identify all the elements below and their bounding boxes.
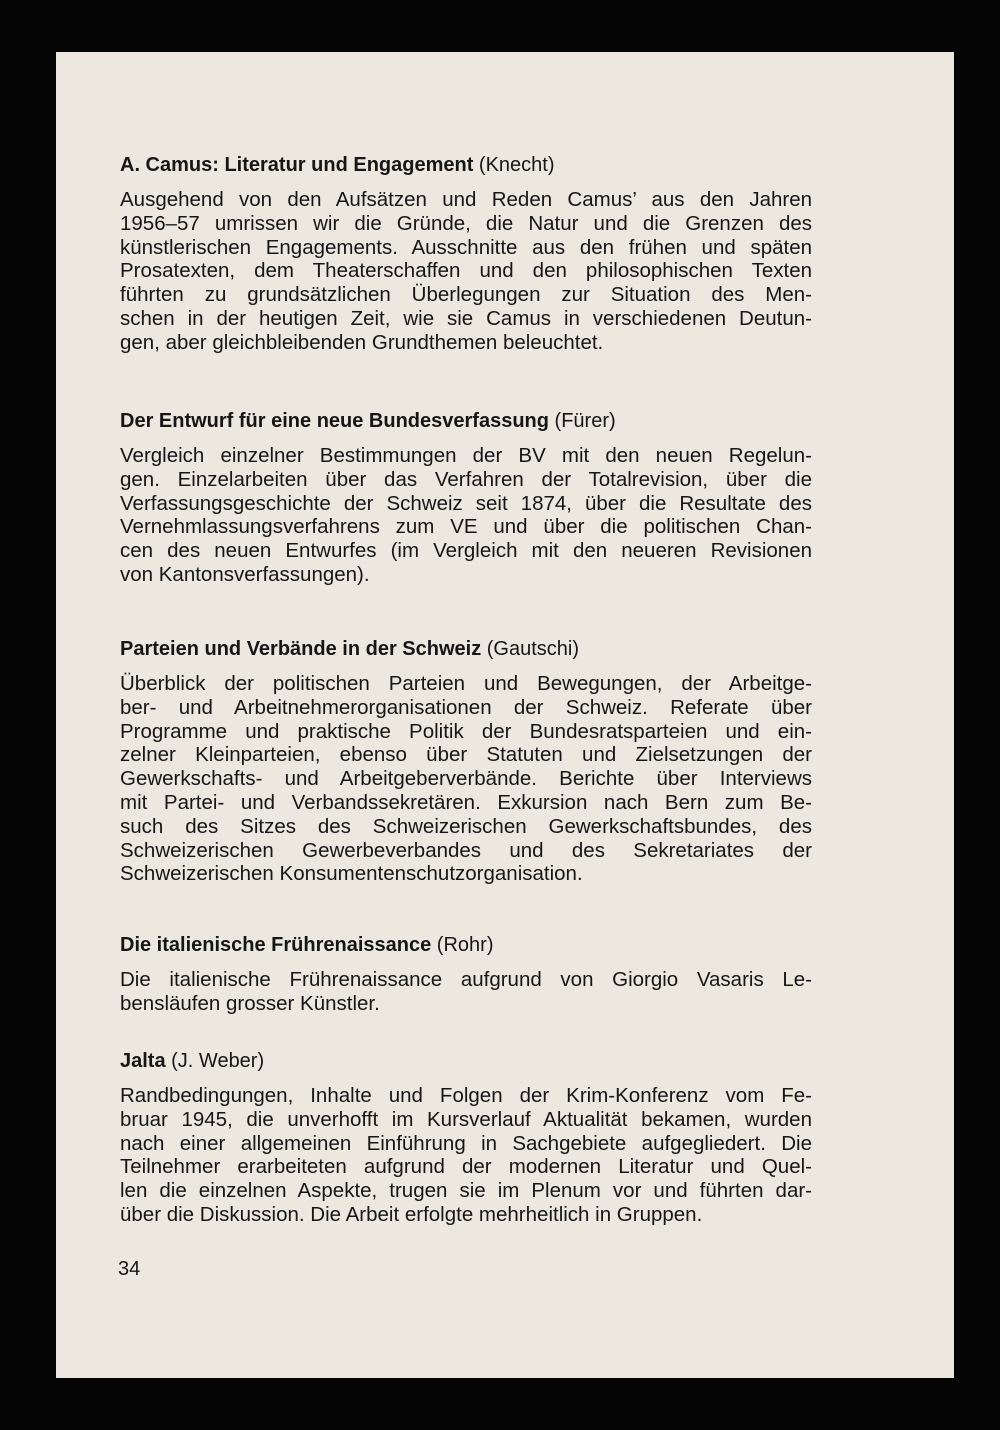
body-line: Programme und praktische Politik der Bundesratsparteien und ein- (120, 719, 812, 743)
section-author: (Gautschi) (481, 638, 580, 660)
body-line: such des Sitzes des Schweizerischen Gewerkschaftsbundes, des (120, 814, 812, 838)
section-title: Der Entwurf für eine neue Bundesverfassung (120, 410, 549, 432)
body-line: Schweizerischen Konsumentenschutzorganisation. (120, 862, 583, 886)
body-line: Vergleich einzelner Bestimmungen der BV mit den neuen Regelun- (120, 444, 812, 467)
body-line: Überblick der politischen Parteien und Bewegungen, der Arbeitge- (120, 672, 812, 695)
section-author: (J. Weber) (165, 1050, 265, 1072)
body-line: Randbedingungen, Inhalte und Folgen der Krim-Konferenz vom Fe- (120, 1084, 812, 1107)
body-line: zelner Kleinparteien, ebenso über Statuten und Zielsetzungen der (120, 743, 812, 767)
body-line: bruar 1945, die unverhofft im Kursverlauf Aktualität bekamen, wurden (120, 1107, 812, 1131)
section-fruehrenaissance (120, 932, 812, 1016)
section-body (120, 444, 812, 587)
body-line: Ausgehend von den Aufsätzen und Reden Camus’ aus den Jahren (120, 188, 812, 211)
section-parteien (120, 636, 812, 886)
section-author: (Rohr) (431, 934, 494, 956)
section-title: Die italienische Frührenaissance (120, 934, 432, 956)
body-line: gen. Einzelarbeiten über das Verfahren der Totalrevision, über die (120, 467, 812, 491)
body-line: Die italienische Frührenaissance aufgrund von Giorgio Vasaris Le- (120, 968, 812, 991)
section-author: (Knecht) (473, 154, 555, 176)
body-line: Vernehmlassungsverfahrens zum VE und über die politischen Chan- (120, 515, 812, 539)
section-title: A. Camus: Literatur und Engagement (120, 154, 474, 176)
section-camus (120, 152, 812, 355)
body-line: Prosatexten, dem Theaterschaffen und den philosophischen Texten (120, 259, 812, 283)
section-body (120, 1084, 812, 1227)
section-title: Jalta (120, 1050, 166, 1072)
document-page (56, 52, 954, 1378)
body-line: über die Diskussion. Die Arbeit erfolgte mehrheitlich in Gruppen. (120, 1202, 703, 1226)
body-line: 1956–57 umrissen wir die Gründe, die Natur und die Grenzen des (120, 211, 812, 235)
body-line: schen in der heutigen Zeit, wie sie Camus in verschiedenen Deutun- (120, 306, 812, 330)
body-line: nach einer allgemeinen Einführung in Sachgebiete aufgegliedert. Die (120, 1131, 812, 1155)
section-body (120, 188, 812, 355)
section-bundesverfassung (120, 408, 812, 587)
body-line: führten zu grundsätzlichen Überlegungen zur Situation des Men- (120, 283, 812, 307)
body-line: künstlerischen Engagements. Ausschnitte aus den frühen und späten (120, 235, 812, 259)
body-line: bensläufen grosser Künstler. (120, 991, 380, 1015)
body-line: Verfassungsgeschichte der Schweiz seit 1874, über die Resultate des (120, 491, 812, 515)
section-heading (120, 932, 812, 958)
section-heading (120, 408, 812, 434)
section-heading (120, 1048, 812, 1074)
section-heading (120, 636, 812, 662)
section-author: (Fürer) (548, 410, 616, 432)
body-line: von Kantonsverfassungen). (120, 562, 370, 586)
body-line: gen, aber gleichbleibenden Grundthemen beleuchtet. (120, 330, 604, 354)
section-heading (120, 152, 812, 178)
body-line: mit Partei- und Verbandssekretären. Exkursion nach Bern zum Be- (120, 790, 812, 814)
body-line: ber- und Arbeitnehmerorganisationen der Schweiz. Referate über (120, 695, 812, 719)
body-line: Gewerkschafts- und Arbeitgeberverbände. Berichte über Interviews (120, 767, 812, 791)
body-line: len die einzelnen Aspekte, trugen sie im Plenum vor und führten dar- (120, 1179, 812, 1203)
section-body (120, 672, 812, 886)
page-number: 34 (118, 1258, 141, 1280)
section-jalta (120, 1048, 812, 1227)
section-body (120, 968, 812, 1016)
body-line: Schweizerischen Gewerbeverbandes und des Sekretariates der (120, 838, 812, 862)
body-line: Teilnehmer erarbeiteten aufgrund der modernen Literatur und Quel- (120, 1155, 812, 1179)
section-title: Parteien und Verbände in der Schweiz (120, 638, 482, 660)
body-line: cen des neuen Entwurfes (im Vergleich mit den neueren Revisionen (120, 539, 812, 563)
